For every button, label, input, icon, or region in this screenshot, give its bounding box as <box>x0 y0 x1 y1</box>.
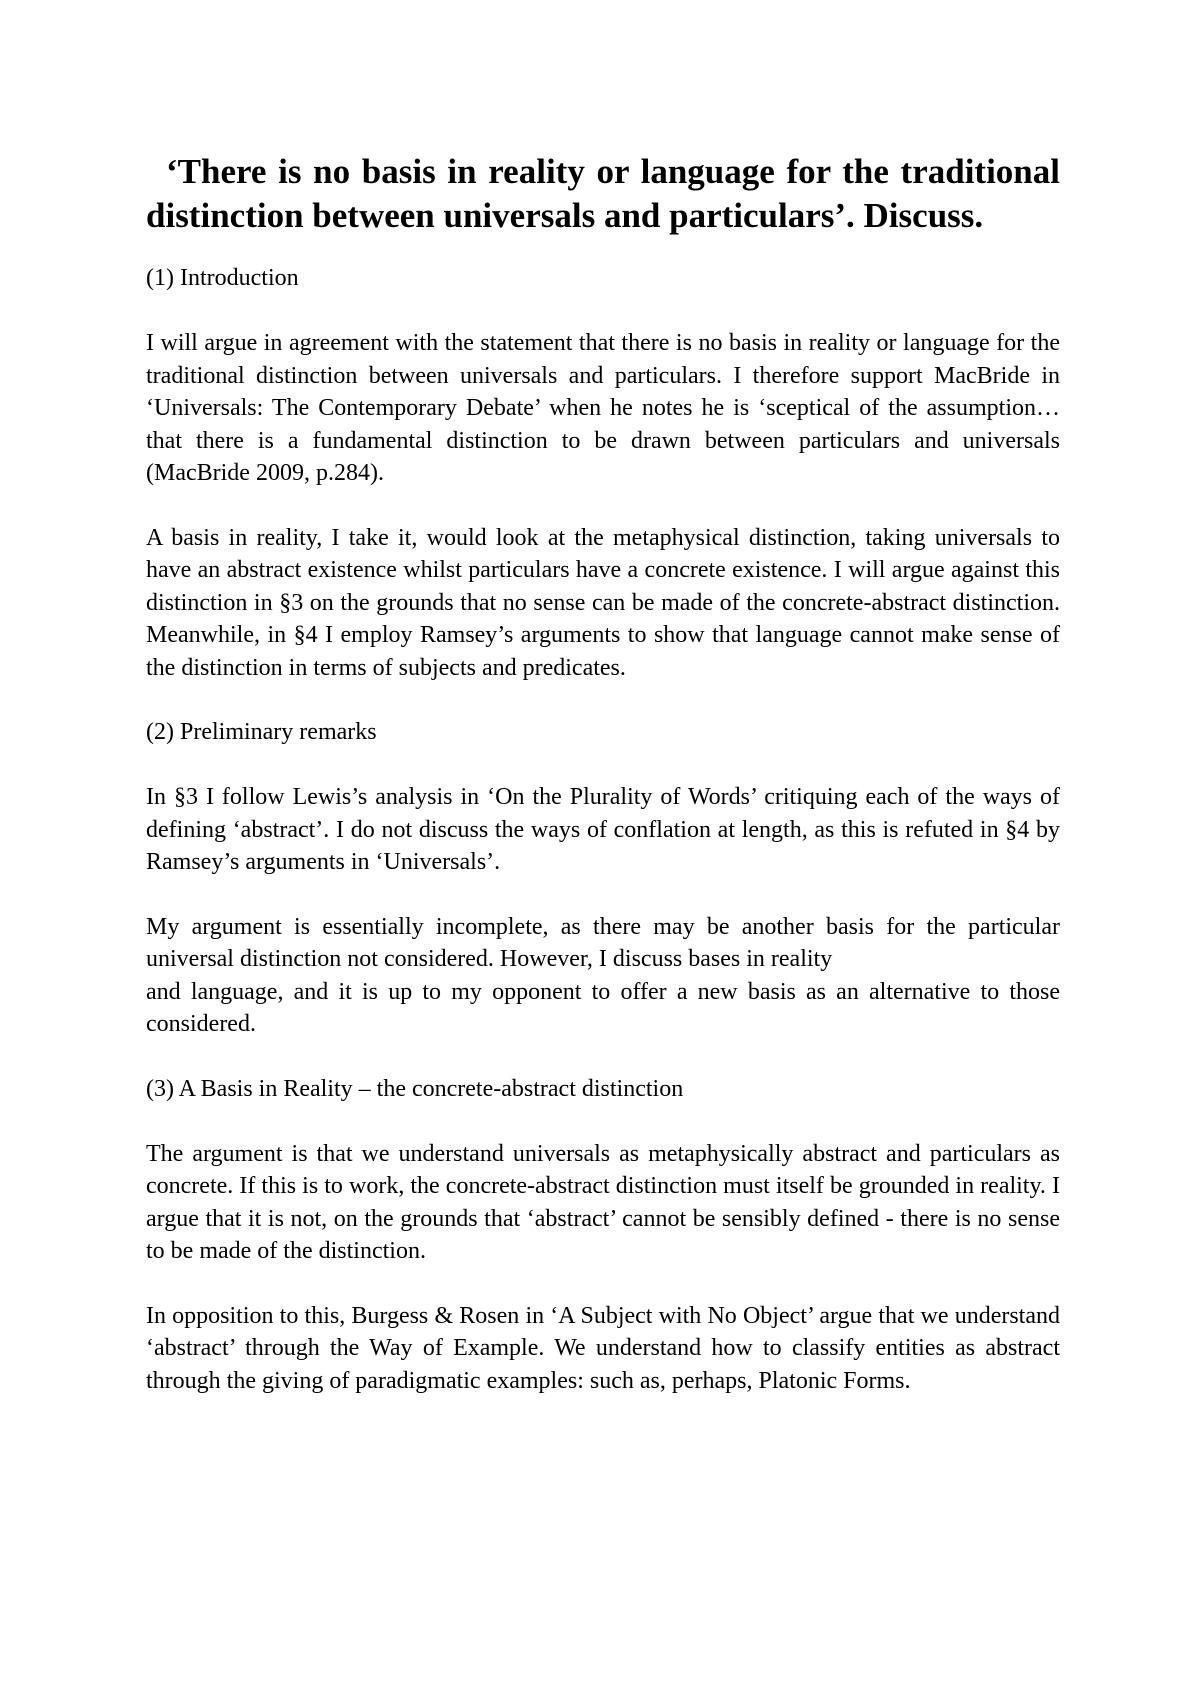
section-heading-basis-in-reality: (3) A Basis in Reality – the concrete-abstract distinction <box>146 1075 684 1102</box>
paragraph-preliminary-1: In §3 I follow Lewis’s analysis in ‘On the Plurality of Words’ critiquing each of the ways of defining ‘abstract’. I do not discuss the ways of conflation at length, as this is refuted in §4 by Ramsey’s arguments in ‘Universals’. <box>146 784 1060 875</box>
section-heading-preliminary-remarks: (2) Preliminary remarks <box>146 719 377 745</box>
essay-title: ‘There is no basis in reality or language for the traditional distinction between universals and particulars’. Discuss. <box>146 152 1060 235</box>
section-heading-introduction: (1) Introduction <box>146 265 299 291</box>
paragraph-preliminary-2-part-1: My argument is essentially incomplete, as there may be another basis for the particular universal distinction not considered. However, I discuss bases in reality <box>146 913 1060 972</box>
paragraph-reality-2: In opposition to this, Burgess & Rosen in ‘A Subject with No Object’ argue that we understand ‘abstract’ through the Way of Example. We understand how to classify entities as abstract through the giving of paradigmatic examples: such as, perhaps, Platonic Forms. <box>146 1302 1060 1394</box>
paragraph-introduction-2: A basis in reality, I take it, would look at the metaphysical distinction, taking universals to have an abstract existence whilst particulars have a concrete existence. I will argue against this distinction in §3 on the grounds that no sense can be made of the concrete-abstract distinction. Meanwhile, in §4 I employ Ramsey’s arguments to show that language cannot make sense of the distinction in terms of subjects and predicates. <box>146 524 1060 681</box>
document-body <box>146 150 1060 1397</box>
paragraph-reality-1: The argument is that we understand universals as metaphysically abstract and particulars as concrete. If this is to work, the concrete-abstract distinction must itself be grounded in reality. I argue that it is not, on the grounds that ‘abstract’ cannot be sensibly defined - there is no sense to be made of the distinction. <box>146 1140 1060 1264</box>
paragraph-introduction-1: I will argue in agreement with the statement that there is no basis in reality or language for the traditional distinction between universals and particulars. I therefore support MacBride in ‘Universals: The Contemporary Debate’ when he notes he is ‘sceptical of the assumption… that there is a fundamental distinction to be drawn between particulars and universals (MacBride 2009, p.284). <box>146 330 1060 486</box>
paragraph-preliminary-2 <box>146 911 1060 1041</box>
paragraph-preliminary-2-part-2: and language, and it is up to my opponent to offer a new basis as an alternative to those considered. <box>146 978 1060 1037</box>
